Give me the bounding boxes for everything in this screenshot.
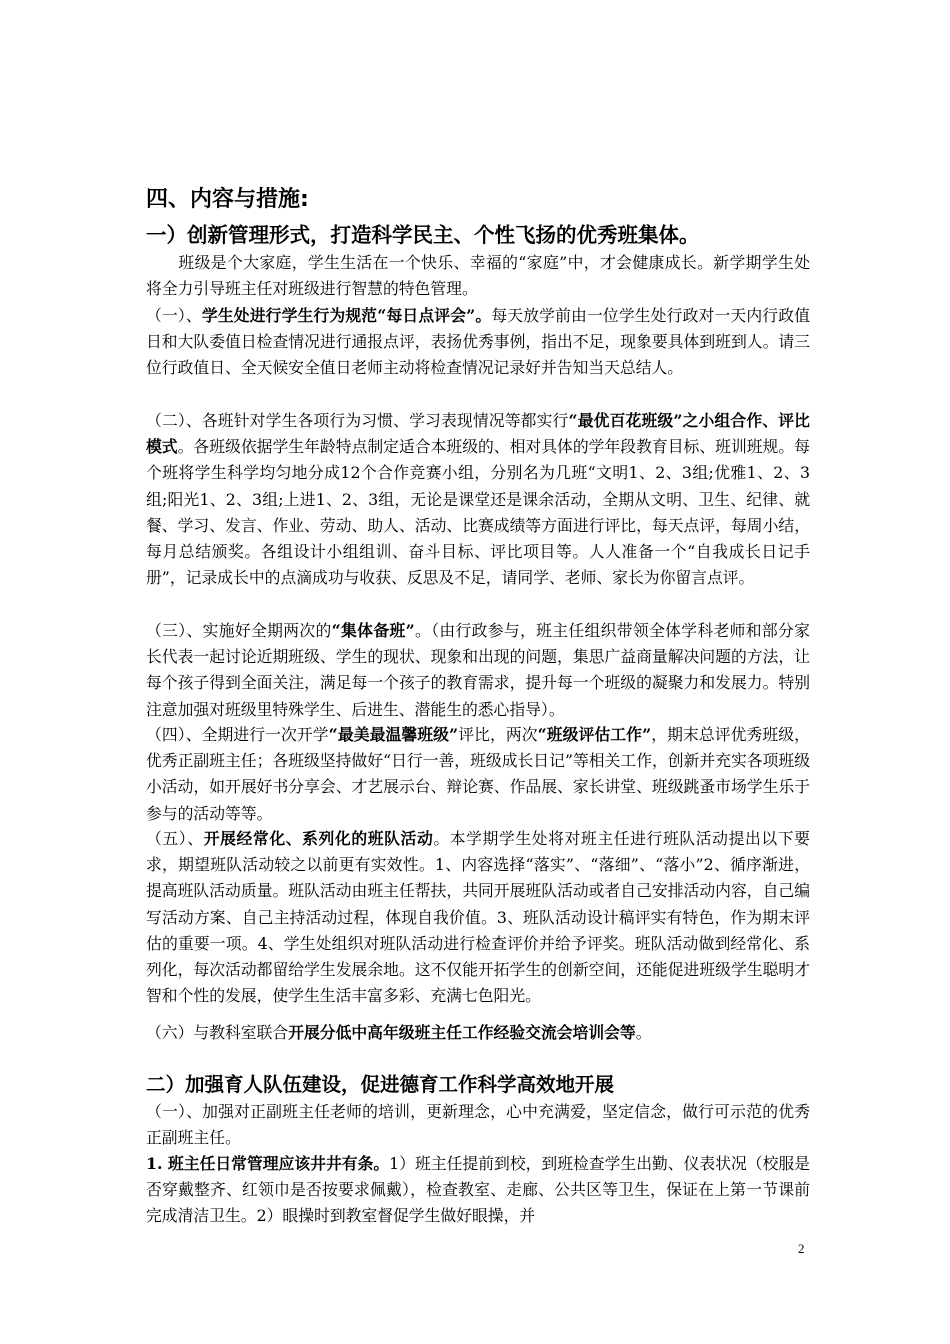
section2-item-2: 1. 班主任日常管理应该井井有条。1）班主任提前到校，到班检查学生出勤、仪表状况（校服是否穿戴整齐、红领巾是否按要求佩戴），检查教室、走廊、公共区等卫生，保证在上第一节课前完成清洁卫生。2）眼操时到教室督促学生做好眼操，并: [146, 1154, 810, 1226]
section1-intro: 班级是个大家庭，学生生活在一个快乐、幸福的“家庭”中，才会健康成长。新学期学生处将全力引导班主任对班级进行智慧的特色管理。: [146, 253, 810, 299]
section2-item-1: （一）、加强对正副班主任老师的培训，更新理念，心中充满爱，坚定信念，做行可示范的优秀正副班主任。: [146, 1102, 810, 1148]
section2-title: 二）加强育人队伍建设，促进德育工作科学高效地开展: [146, 1073, 615, 1096]
section1-item-4: （四）、全期进行一次开学“最美最温馨班级”评比，两次“班级评估工作”，期末总评优秀班级，优秀正副班主任；各班级坚持做好“日行一善，班级成长日记”等相关工作，创新并充实各项班级小活动，如开展好书分享会、才艺展示台、辩论赛、作品展、家长讲堂、班级跳蚤市场学生乐于参与的活动等等。: [146, 725, 810, 823]
section1-item-1: （一）、学生处进行学生行为规范“每日点评会”。每天放学前由一位学生处行政对一天内行政值日和大队委值日检查情况进行通报点评，表扬优秀事例，指出不足，现象要具体到班到人。请三位行政值日、全天候安全值日老师主动将检查情况记录好并告知当天总结人。: [146, 306, 810, 378]
section1-item-2: （二）、各班针对学生各项行为习惯、学习表现情况等都实行“最优百花班级”之小组合作、评比模式。各班级依据学生年龄特点制定适合本班级的、相对具体的学年段教育目标、班训班规。每个班将学生科学均匀地分成12个合作竞赛小组，分别名为几班“文明1、2、3组;优雅1、2、3组;阳光1、2、3组;上进1、2、3组，无论是课堂还是课余活动，全期从文明、卫生、纪律、就餐、学习、发言、作业、劳动、助人、活动、比赛成绩等方面进行评比，每天点评，每周小结，每月总结颁奖。各组设计小组组训、奋斗目标、评比项目等。人人准备一个“自我成长日记手册”，记录成长中的点滴成功与收获、反思及不足，请同学、老师、家长为你留言点评。: [146, 411, 810, 588]
section1-item-5: （五）、开展经常化、系列化的班队活动。本学期学生处将对班主任进行班队活动提出以下要求，期望班队活动较之以前更有实效性。1、内容选择“落实”、“落细”、“落小”2、循序渐进，提高班队活动质量。班队活动由班主任帮扶，共同开展班队活动或者自己安排活动内容，自己编写活动方案、自己主持活动过程，体现自我价值。3、班队活动设计稿评实有特色，作为期末评估的重要一项。4、学生处组织对班队活动进行检查评价并给予评奖。班队活动做到经常化、系列化，每次活动都留给学生发展余地。这不仅能开拓学生的创新空间，还能促进班级学生聪明才智和个性的发展，使学生生活丰富多彩、充满七色阳光。: [146, 829, 810, 1006]
main-heading: 四、内容与措施:: [146, 187, 309, 212]
section1-title: 一）创新管理形式，打造科学民主、个性飞扬的优秀班集体。: [146, 223, 700, 247]
section1-item-6: （六）与教科室联合开展分低中高年级班主任工作经验交流会培训会等。: [146, 1023, 652, 1042]
section1-item-3: （三）、实施好全期两次的“集体备班”。（由行政参与，班主任组织带领全体学科老师和部分家长代表一起讨论近期班级、学生的现状、现象和出现的问题，集思广益商量解决问题的方法，让每个孩子得到全面关注，满足每一个孩子的教育需求，提升每一个班级的凝聚力和发展力。特别注意加强对班级里特殊学生、后进生、潜能生的悉心指导）。: [146, 621, 810, 719]
page-number: 2: [798, 1241, 805, 1256]
